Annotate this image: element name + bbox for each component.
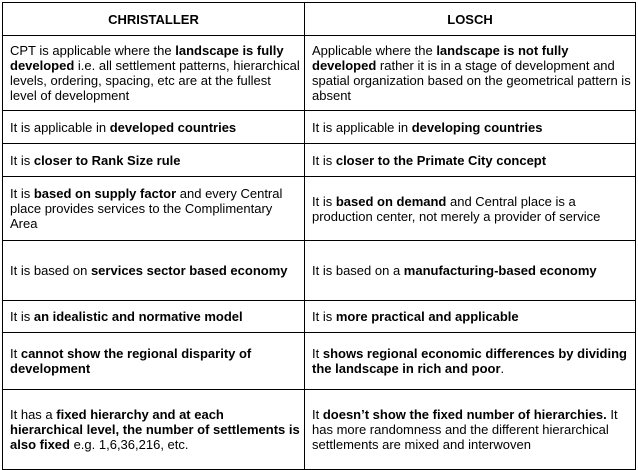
losch-cell (305, 333, 636, 390)
header-christaller: CHRISTALLER (3, 3, 305, 36)
header-losch: LOSCH (305, 3, 636, 36)
losch-cell (305, 241, 636, 301)
emphasis-text: services sector based economy (90, 263, 288, 278)
emphasis-text: developing countries (411, 119, 543, 135)
christaller-cell (3, 390, 305, 470)
body-text: It is (312, 193, 336, 209)
table-row (3, 111, 636, 144)
table-row (3, 177, 636, 241)
losch-cell (305, 36, 636, 111)
body-text: It is applicable in (10, 119, 110, 135)
table-row (3, 144, 636, 177)
body-text: It is based on (10, 263, 91, 278)
body-text: It (312, 346, 323, 361)
losch-cell (305, 390, 636, 470)
christaller-cell (3, 301, 305, 333)
losch-cell (305, 177, 636, 241)
table-row (3, 36, 636, 111)
table-row (3, 241, 636, 301)
christaller-cell (3, 144, 305, 177)
body-text: Applicable where the (312, 43, 437, 58)
table-row (3, 333, 636, 390)
emphasis-text: based on demand (335, 193, 447, 209)
table-header-row (3, 3, 636, 36)
emphasis-text: more practical and applicable (335, 309, 519, 324)
emphasis-text: developed countries (109, 119, 237, 135)
emphasis-text: cannot show the regional disparity of development (10, 346, 252, 376)
emphasis-text: landscape is fully developed (10, 43, 284, 73)
body-text: . (500, 361, 505, 376)
table-row (3, 390, 636, 470)
christaller-cell (3, 241, 305, 301)
losch-cell (305, 111, 636, 144)
body-text: and Central place is a production center, not merely a provider of service (312, 193, 601, 224)
emphasis-text: based on supply factor (33, 186, 177, 201)
emphasis-text: manufacturing-based economy (403, 263, 597, 278)
body-text: rather it is in a stage of development and spatial organization based on the geometrical pattern is absent (312, 58, 631, 103)
christaller-cell (3, 36, 305, 111)
body-text: It is (10, 309, 34, 324)
emphasis-text: closer to Rank Size rule (33, 152, 181, 168)
emphasis-text: an idealistic and normative model (33, 309, 243, 324)
christaller-cell (3, 177, 305, 241)
emphasis-text: shows regional economic differences by dividing the landscape in rich and poor (312, 346, 627, 376)
body-text: It (312, 407, 323, 422)
emphasis-text: closer to the Primate City concept (335, 152, 547, 168)
body-text: It has a (10, 407, 57, 422)
losch-cell (305, 144, 636, 177)
christaller-cell (3, 111, 305, 144)
body-text: It is (10, 152, 34, 168)
body-text: It is applicable in (312, 119, 412, 135)
christaller-cell (3, 333, 305, 390)
comparison-table (2, 2, 636, 470)
body-text: It (10, 346, 21, 361)
emphasis-text: doesn’t show the fixed number of hierarchies. (322, 407, 607, 422)
body-text: It has more randomness and the different hierarchical settlements are mixed and interwoven (312, 407, 618, 452)
table-row (3, 301, 636, 333)
body-text: i.e. all settlement patterns, hierarchical levels, ordering, spacing, etc are at the fullest level of development (10, 58, 300, 103)
body-text: and every Central place provides services to the Complimentary Area (10, 186, 283, 231)
losch-cell (305, 301, 636, 333)
body-text: e.g. 1,6,36,216, etc. (69, 437, 189, 452)
emphasis-text: landscape is not fully developed (312, 43, 569, 73)
body-text: It is (312, 309, 336, 324)
body-text: It is based on a (312, 263, 404, 278)
body-text: CPT is applicable where the (10, 43, 176, 58)
emphasis-text: fixed hierarchy and at each hierarchical level, the number of settlements is also fixed (10, 407, 300, 452)
body-text: It is (10, 186, 34, 201)
body-text: It is (312, 152, 336, 168)
